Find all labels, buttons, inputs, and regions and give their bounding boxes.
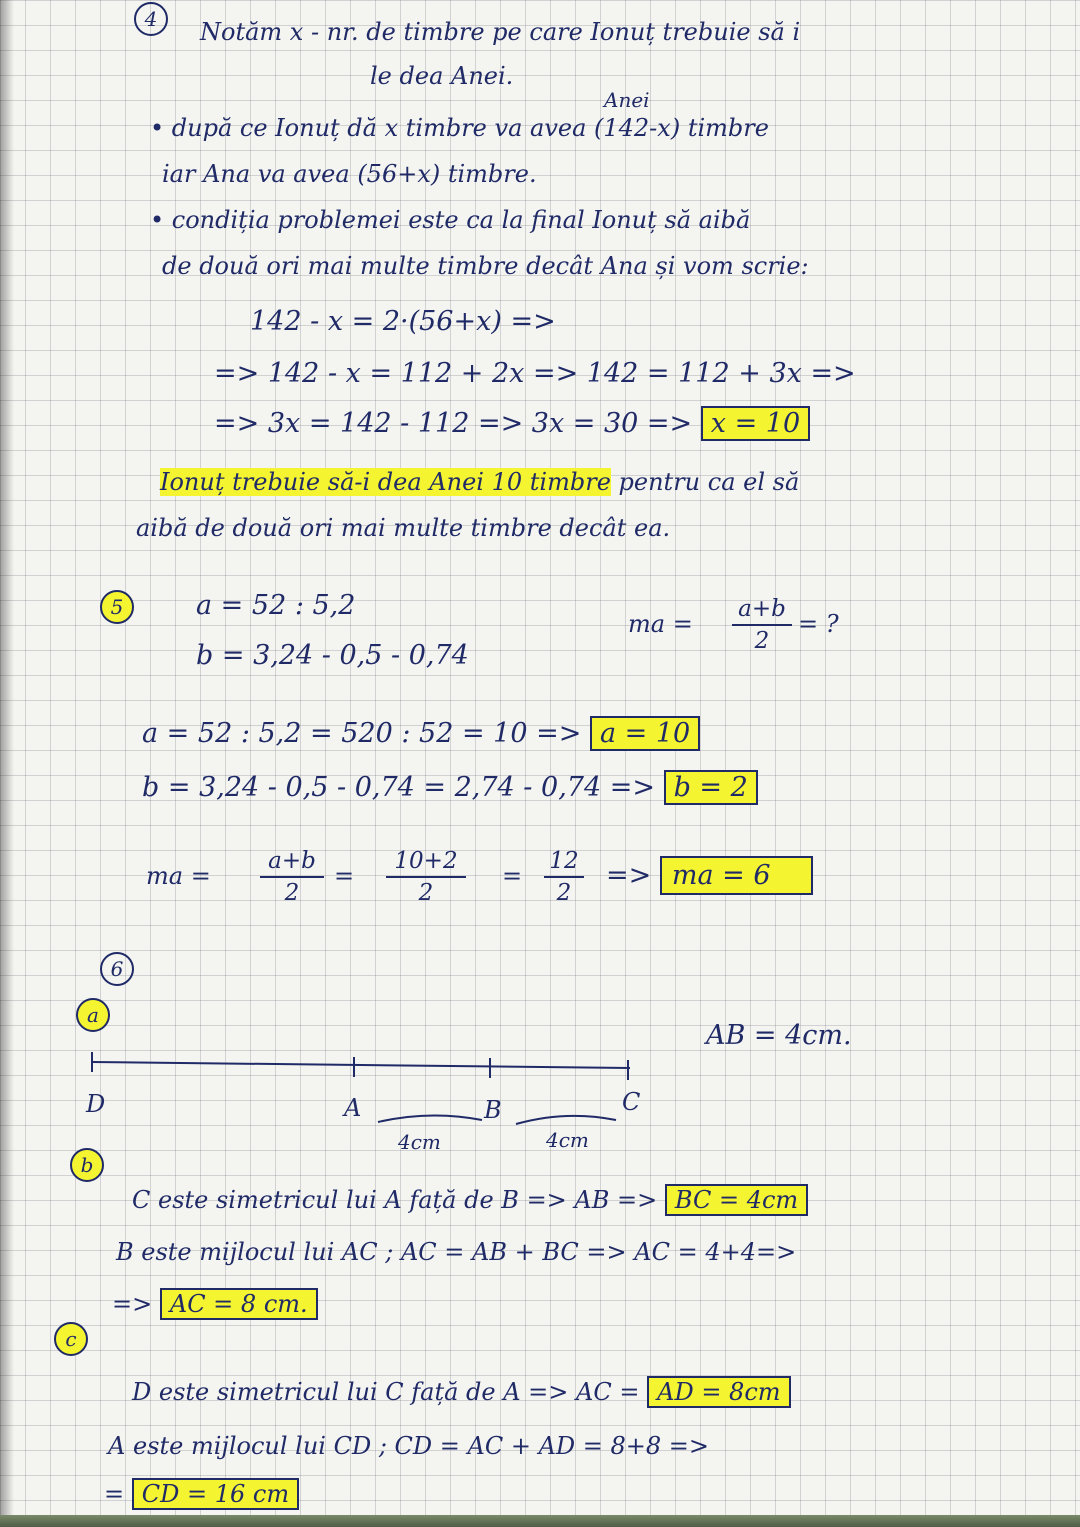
p4-line-5: • condiția problemei este ca la final Ionuț să aibă <box>150 206 751 234</box>
p4-line-4: iar Ana va avea (56+x) timbre. <box>162 160 537 188</box>
p4-equation-2: => 142 - x = 112 + 2x => 142 = 112 + 3x => <box>214 358 856 389</box>
problem-4-number: 4 <box>134 2 168 36</box>
point-a-label: A <box>344 1094 362 1122</box>
p4-line-3: • după ce Ionuț dă x timbre va avea (142-x) timbre <box>150 114 769 142</box>
part-b-label: b <box>70 1148 104 1182</box>
p6-c-line-1: D este simetricul lui C față de A => AC = AD = 8cm <box>132 1378 791 1406</box>
length-ab-label: 4cm <box>398 1130 441 1154</box>
point-d-label: D <box>86 1090 106 1118</box>
p6-b-line-1: C este simetricul lui A față de B => AB => BC = 4cm <box>132 1186 808 1214</box>
p5-equals-2: = <box>502 862 523 890</box>
p4-conclusion-2: aibă de două ori mai multe timbre decât ea. <box>136 514 671 542</box>
p4-anei-note: Anei <box>604 88 650 112</box>
p6-bc-answer-box: BC = 4cm <box>665 1184 808 1216</box>
p5-ma-answer-box: ma = 6 <box>660 856 813 895</box>
p5-ma-fraction: a+b 2 <box>732 596 792 654</box>
p5-b-definition: b = 3,24 - 0,5 - 0,74 <box>196 640 469 671</box>
length-bc-label: 4cm <box>546 1128 589 1152</box>
p4-equation-1: 142 - x = 2·(56+x) => <box>250 306 556 337</box>
p4-conclusion-highlight: Ionuț trebuie să-i dea Anei 10 timbre <box>160 468 611 496</box>
p6-ad-answer-box: AD = 8cm <box>647 1376 790 1408</box>
p6-cd-answer-box: CD = 16 cm <box>132 1478 299 1510</box>
p5-fraction-2: 10+2 2 <box>386 848 466 906</box>
p5-a-answer-box: a = 10 <box>590 716 700 751</box>
point-b-label: B <box>484 1096 502 1124</box>
point-c-label: C <box>622 1088 641 1116</box>
p6-ab-given: AB = 4cm. <box>706 1020 852 1051</box>
brace-bc <box>516 1116 616 1124</box>
p4-line-1: Notăm x - nr. de timbre pe care Ionuț trebuie să i <box>200 18 801 46</box>
p4-conclusion-1: Ionuț trebuie să-i dea Anei 10 timbre pentru ca el să <box>160 468 800 496</box>
brace-ab <box>378 1115 482 1122</box>
p5-ma2-label: ma = <box>146 862 211 890</box>
p4-line-2: le dea Anei. <box>370 62 514 90</box>
p5-b-calculation: b = 3,24 - 0,5 - 0,74 = 2,74 - 0,74 => b = 2 <box>142 774 758 802</box>
p4-equation-3: => 3x = 142 - 112 => 3x = 30 => x = 10 <box>214 410 810 438</box>
p4-answer-box: x = 10 <box>701 406 810 441</box>
p5-b-answer-box: b = 2 <box>664 770 758 805</box>
p6-b-line-3: => AC = 8 cm. <box>112 1290 318 1318</box>
problem-6-number: 6 <box>100 952 134 986</box>
problem-5-number: 5 <box>100 590 134 624</box>
main-line <box>92 1062 630 1068</box>
bottom-edge <box>0 1515 1080 1527</box>
p5-a-definition: a = 52 : 5,2 <box>196 590 356 621</box>
p6-c-line-3: = CD = 16 cm <box>104 1480 299 1508</box>
p5-a-calculation: a = 52 : 5,2 = 520 : 52 = 10 => a = 10 <box>142 720 700 748</box>
p5-ma-question: = ? <box>798 610 839 638</box>
p6-c-line-2: A este mijlocul lui CD ; CD = AC + AD = 8+8 => <box>108 1432 710 1460</box>
p6-b-line-2: B este mijlocul lui AC ; AC = AB + BC => AC = 4+4=> <box>116 1238 797 1266</box>
p5-fraction-3: 12 2 <box>544 848 584 906</box>
p5-fraction-1: a+b 2 <box>260 848 324 906</box>
p5-ma-label: ma = <box>628 610 693 638</box>
p5-ma-result: => ma = 6 <box>606 862 813 890</box>
part-a-label: a <box>76 998 110 1032</box>
part-c-label: c <box>54 1322 88 1356</box>
p5-equals-1: = <box>334 862 355 890</box>
p4-line-6: de două ori mai multe timbre decât Ana și vom scrie: <box>162 252 809 280</box>
p6-ac-answer-box: AC = 8 cm. <box>160 1288 318 1320</box>
